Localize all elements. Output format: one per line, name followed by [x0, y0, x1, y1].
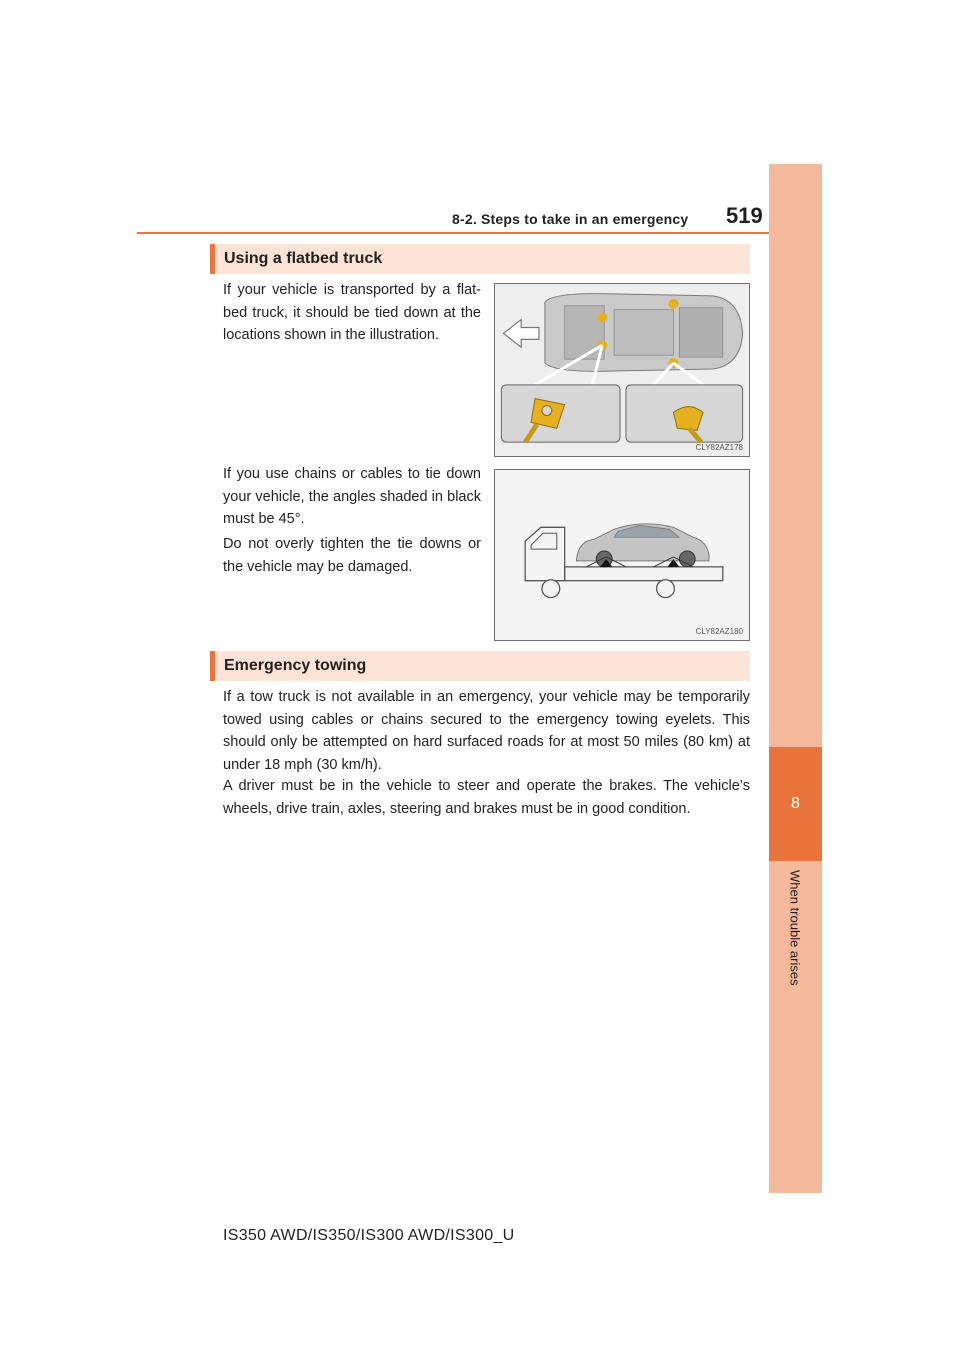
section-heading-flatbed: Using a flatbed truck — [210, 244, 750, 274]
footer-model: IS350 AWD/IS350/IS300 AWD/IS300_U — [223, 1227, 515, 1244]
header-rule — [137, 232, 822, 234]
flatbed-paragraph-1: If your vehicle is transported by a flat-bed truck, it should be tied down at the locations shown in the illustration. — [223, 282, 481, 343]
chapter-title: When trouble arises — [787, 870, 803, 986]
flatbed-paragraph-3: Do not overly tighten the tie downs or the vehicle may be damaged. — [223, 536, 481, 575]
tie-down-locations-drawing — [495, 284, 749, 456]
header-section-title: 8-2. Steps to take in an emergency — [452, 211, 689, 227]
towing-paragraph-2: A driver must be in the vehicle to steer and operate the brakes. The vehicle’s wheels, drive train, axles, steering and brakes must be in good condition. — [223, 778, 750, 817]
flatbed-truck-drawing — [495, 470, 749, 640]
page-number: 519 — [726, 203, 763, 228]
chapter-side-tab — [769, 164, 822, 1193]
towing-paragraph-1: If a tow truck is not available in an emergency, your vehicle may be temporarily towed using cables or chains secured to the emergency towing eyelets. This should only be attempted on hard surfaced roads for at most 50 miles (80 km) at under 18 mph (30 km/h). — [223, 689, 750, 773]
flatbed-paragraph-2: If you use chains or cables to tie down your vehicle, the angles shaded in black must be 45°. — [223, 466, 481, 527]
section-heading-towing: Emergency towing — [210, 651, 750, 681]
tie-down-locations-illustration — [494, 283, 750, 457]
flatbed-truck-illustration — [494, 469, 750, 641]
figure-2-code: CLY82AZ180 — [695, 627, 743, 636]
chapter-number: 8 — [769, 747, 822, 861]
figure-1-code: CLY82AZ178 — [695, 443, 743, 452]
